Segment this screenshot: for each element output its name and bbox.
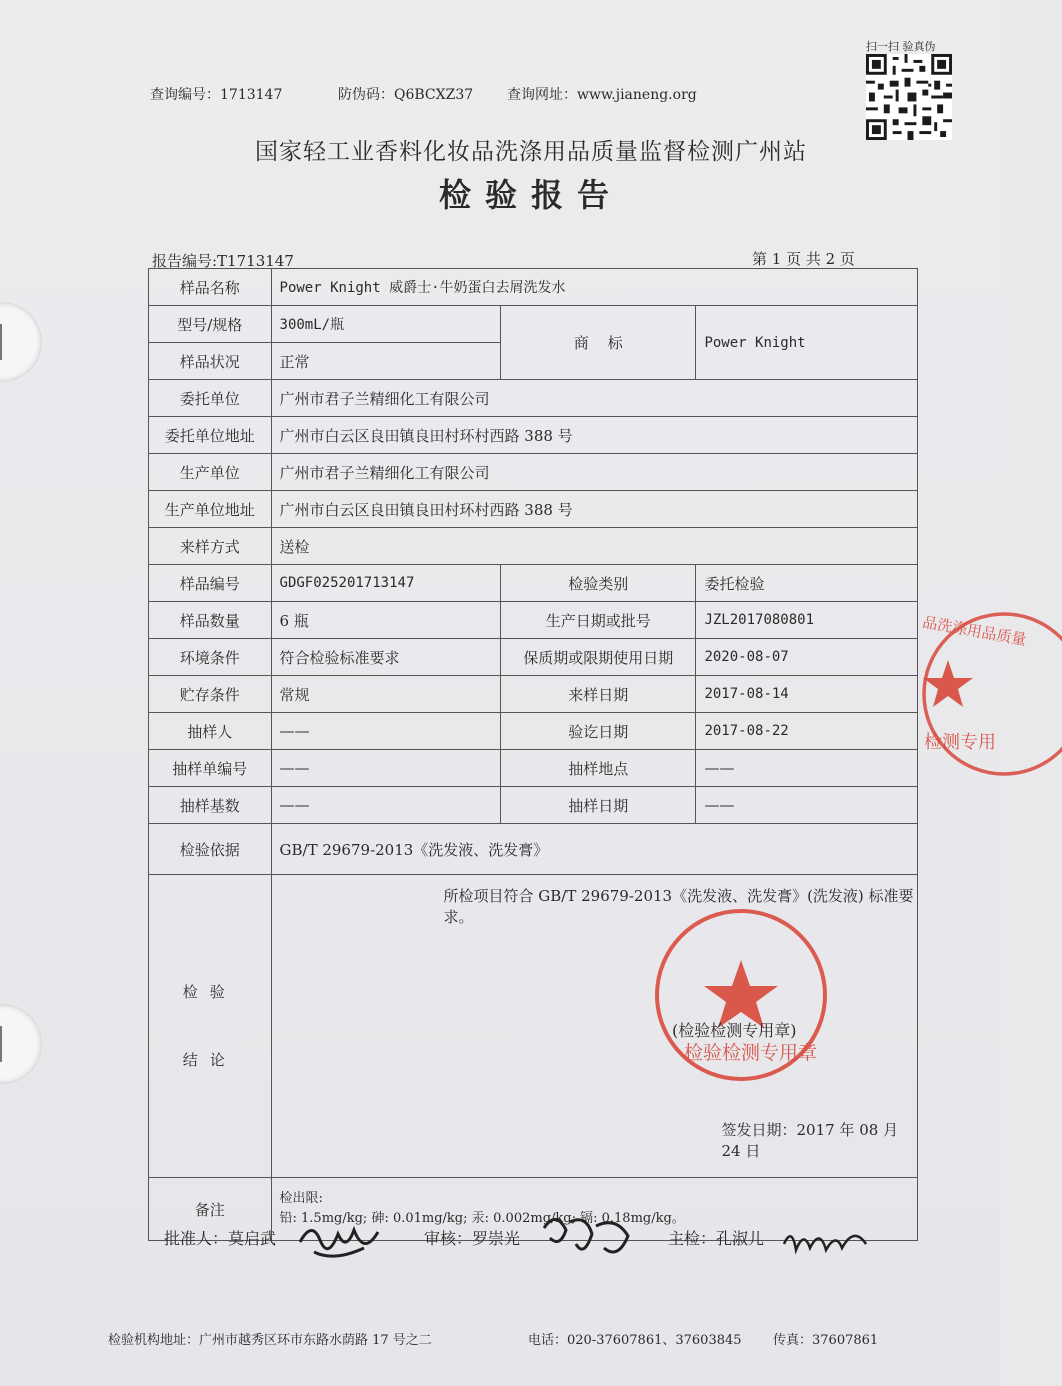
approver-signature bbox=[294, 1212, 384, 1268]
field-value: 2017-08-14 bbox=[696, 676, 918, 713]
field-label: 样品编号 bbox=[149, 565, 272, 602]
trademark-value: Power Knight bbox=[696, 306, 918, 380]
remark-line1: 检出限: bbox=[279, 1191, 323, 1206]
table-row bbox=[149, 824, 918, 875]
query-number: 查询编号：1713147 bbox=[150, 87, 283, 103]
field-label: 抽样基数 bbox=[149, 787, 272, 824]
inspector-signature bbox=[780, 1220, 870, 1260]
field-value: —— bbox=[271, 787, 501, 824]
seal-center-text: (检验检测专用章) bbox=[672, 1021, 797, 1040]
inspector-label: 主检：孔淑儿 bbox=[668, 1229, 765, 1248]
delivery-value: 送检 bbox=[271, 528, 917, 565]
field-value: 2020-08-07 bbox=[696, 639, 918, 676]
side-seal-text-top: 品洗涤用品质量 bbox=[921, 613, 1028, 649]
anti-fake-code: 防伪码：Q6BCXZ37 bbox=[338, 87, 474, 103]
reviewer-label: 审核：罗崇光 bbox=[424, 1229, 521, 1248]
client-address-value: 广州市白云区良田镇良田村环村西路 388 号 bbox=[271, 417, 917, 454]
table-row bbox=[149, 269, 918, 306]
field-value: 委托检验 bbox=[696, 565, 918, 602]
table-row bbox=[149, 565, 918, 602]
field-label: 抽样单编号 bbox=[149, 750, 272, 787]
client-label: 委托单位 bbox=[149, 380, 272, 417]
field-label: 来样日期 bbox=[501, 676, 696, 713]
query-url: 查询网址：www.jianeng.org bbox=[507, 87, 697, 103]
table-row bbox=[149, 602, 918, 639]
organization-title: 国家轻工业香料化妆品洗涤用品质量监督检测广州站 bbox=[255, 139, 807, 165]
table-row bbox=[149, 528, 918, 565]
condition-value: 正常 bbox=[271, 343, 501, 380]
issue-date: 签发日期：2017 年 08 月 24 日 bbox=[721, 1121, 899, 1160]
footer-address: 检验机构地址：广州市越秀区环市东路水荫路 17 号之二 bbox=[108, 1333, 432, 1348]
trademark-label: 商 标 bbox=[501, 306, 696, 380]
producer-address-value: 广州市白云区良田镇良田村环村西路 388 号 bbox=[271, 491, 917, 528]
field-label: 生产日期或批号 bbox=[501, 602, 696, 639]
field-value: 符合检验标准要求 bbox=[271, 639, 501, 676]
remark-label: 备注 bbox=[149, 1178, 272, 1241]
table-row bbox=[149, 787, 918, 824]
field-value: GDGF025201713147 bbox=[271, 565, 501, 602]
table-row bbox=[149, 306, 918, 343]
producer-address-label: 生产单位地址 bbox=[149, 491, 272, 528]
client-address-label: 委托单位地址 bbox=[149, 417, 272, 454]
condition-label: 样品状况 bbox=[149, 343, 272, 380]
basis-label: 检验依据 bbox=[149, 824, 272, 875]
delivery-label: 来样方式 bbox=[149, 528, 272, 565]
field-value: 6 瓶 bbox=[271, 602, 501, 639]
conclusion-label-line2: 结论 bbox=[182, 1051, 237, 1069]
client-value: 广州市君子兰精细化工有限公司 bbox=[271, 380, 917, 417]
conclusion-label-line1: 检验 bbox=[182, 983, 237, 1001]
field-value: —— bbox=[696, 787, 918, 824]
report-table bbox=[148, 268, 918, 1241]
conclusion-text: 所检项目符合 GB/T 29679-2013《洗发液、洗发膏》(洗发液) 标准要求。 bbox=[443, 887, 914, 926]
basis-value: GB/T 29679-2013《洗发液、洗发膏》 bbox=[271, 824, 917, 875]
report-number: 报告编号:T1713147 bbox=[152, 252, 294, 270]
model-label: 型号/规格 bbox=[149, 306, 272, 343]
field-value: 常规 bbox=[271, 676, 501, 713]
binder-hole-bottom bbox=[0, 1004, 42, 1084]
table-row bbox=[149, 454, 918, 491]
field-label: 样品数量 bbox=[149, 602, 272, 639]
model-value: 300mL/瓶 bbox=[271, 306, 501, 343]
field-label: 抽样日期 bbox=[501, 787, 696, 824]
document-title: 检验报告 bbox=[438, 176, 623, 214]
field-value: JZL2017080801 bbox=[696, 602, 918, 639]
field-label: 抽样人 bbox=[149, 713, 272, 750]
table-row bbox=[149, 639, 918, 676]
field-label: 检验类别 bbox=[501, 565, 696, 602]
sample-name-label: 样品名称 bbox=[149, 269, 272, 306]
field-label: 抽样地点 bbox=[501, 750, 696, 787]
remark-line2: 铅: 1.5mg/kg; 砷: 0.01mg/kg; 汞: 0.002mg/kg; 镉: 0.18mg/kg。 bbox=[279, 1211, 685, 1226]
field-value: —— bbox=[271, 713, 501, 750]
seal-bottom-text: 检验检测专用章 bbox=[684, 1042, 818, 1064]
sample-name-value: Power Knight 威爵士·牛奶蛋白去屑洗发水 bbox=[271, 269, 917, 306]
binder-hole-top bbox=[0, 302, 42, 382]
producer-label: 生产单位 bbox=[149, 454, 272, 491]
table-row bbox=[149, 713, 918, 750]
table-row bbox=[149, 676, 918, 713]
table-row bbox=[149, 491, 918, 528]
field-label: 贮存条件 bbox=[149, 676, 272, 713]
table-row bbox=[149, 750, 918, 787]
field-value: 2017-08-22 bbox=[696, 713, 918, 750]
producer-value: 广州市君子兰精细化工有限公司 bbox=[271, 454, 917, 491]
page-info: 第 1 页 共 2 页 bbox=[752, 250, 855, 268]
footer-fax: 传真：37607861 bbox=[773, 1333, 879, 1348]
qr-code bbox=[866, 54, 952, 140]
approver-label: 批准人：莫启武 bbox=[164, 1229, 277, 1248]
reviewer-signature bbox=[536, 1208, 636, 1268]
table-row bbox=[149, 417, 918, 454]
conclusion-label bbox=[149, 875, 272, 1178]
field-label: 环境条件 bbox=[149, 639, 272, 676]
field-value: —— bbox=[271, 750, 501, 787]
side-seal-text-bottom: 检测专用 bbox=[924, 732, 996, 753]
field-label: 验讫日期 bbox=[501, 713, 696, 750]
footer-phone: 电话：020-37607861、37603845 bbox=[528, 1333, 742, 1348]
field-label: 保质期或限期使用日期 bbox=[501, 639, 696, 676]
qr-caption: 扫一扫 验真伪 bbox=[866, 40, 936, 53]
field-value: —— bbox=[696, 750, 918, 787]
table-row bbox=[149, 380, 918, 417]
